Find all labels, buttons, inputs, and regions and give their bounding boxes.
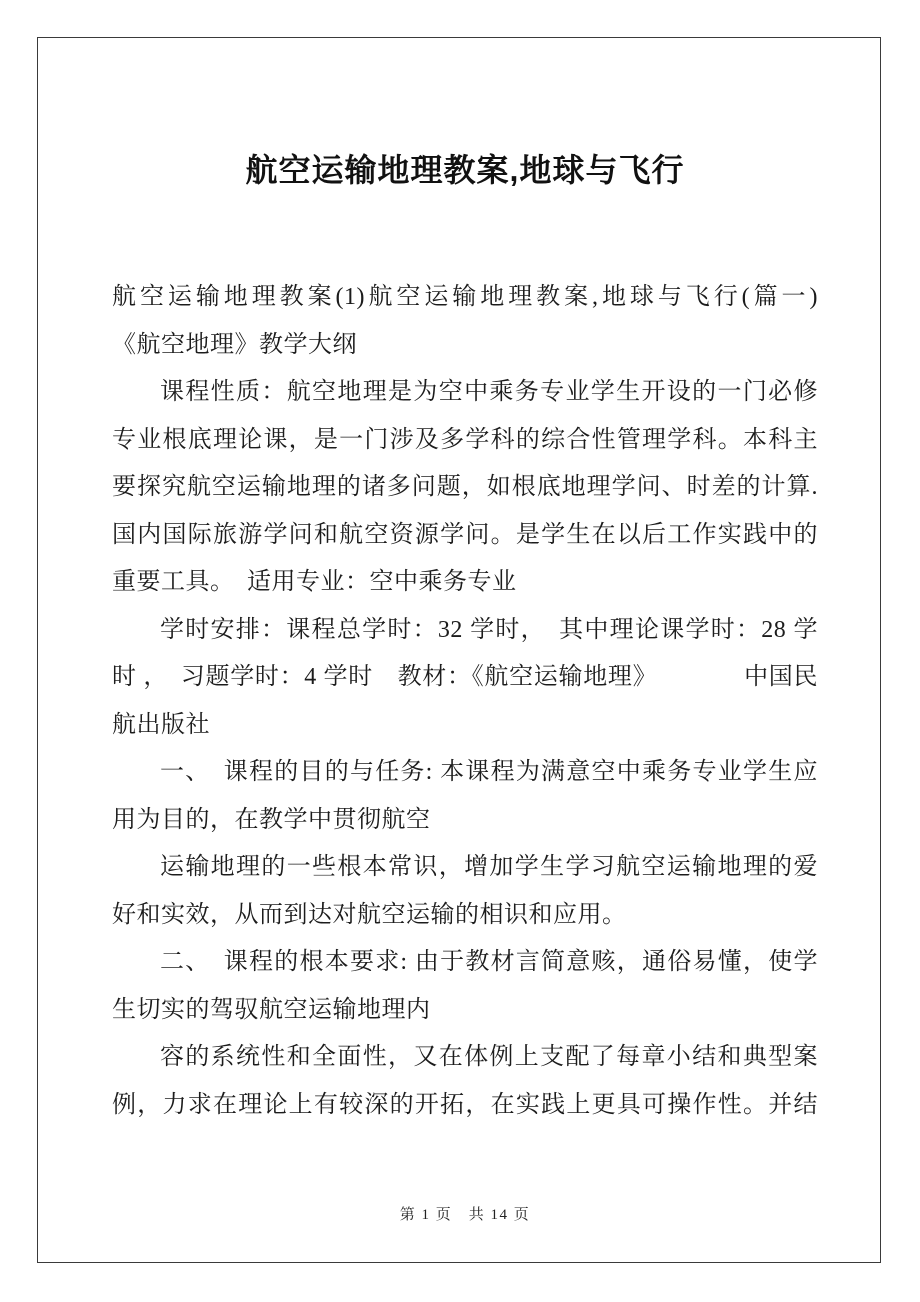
body-line: 用为目的，在教学中贯彻航空 [112, 806, 431, 833]
body-line: 时 ， 习题学时：4 学时 教材：《航空运输地理》 中国民 [112, 664, 818, 690]
document-body [112, 274, 818, 1129]
body-line: 运输地理的一些根本常识，增加学生学习航空运输地理的爱 [160, 854, 818, 880]
body-line: 好和实效，从而到达对航空运输的相识和应用。 [112, 901, 627, 928]
body-line: 航出版社 [112, 711, 210, 738]
page-footer: 第 1 页 共 14 页 [399, 1207, 531, 1223]
body-line: 《航空地理》教学大纲 [112, 331, 357, 358]
document-title: 航空运输地理教案,地球与飞行 [245, 152, 685, 188]
body-line: 航空运输地理教案(1)航空运输地理教案,地球与飞行(篇一) [112, 284, 818, 310]
body-line: 国内国际旅游学问和航空资源学问。是学生在以后工作实践中的 [112, 521, 818, 548]
body-line: 专业根底理论课，是一门涉及多学科的综合性管理学科。本科主 [112, 426, 818, 453]
body-line: 容的系统性和全面性，又在体例上支配了每章小结和典型案 [160, 1044, 818, 1070]
body-line: 要探究航空运输地理的诸多问题，如根底地理学问、时差的计算. [112, 474, 818, 500]
body-line: 学时安排：课程总学时：32 学时， 其中理论课学时：28 学 [160, 616, 818, 643]
body-line: 例，力求在理论上有较深的开拓，在实践上更具可操作性。并结 [112, 1091, 818, 1118]
body-line: 生切实的驾驭航空运输地理内 [112, 996, 431, 1023]
body-line: 重要工具。 适用专业：空中乘务专业 [112, 569, 517, 595]
body-line: 一、 课程的目的与任务: 本课程为满意空中乘务专业学生应 [160, 759, 818, 785]
body-line: 课程性质：航空地理是为空中乘务专业学生开设的一门必修 [160, 379, 818, 405]
body-line: 二、 课程的根本要求: 由于教材言简意赅，通俗易懂，使学 [160, 949, 818, 975]
